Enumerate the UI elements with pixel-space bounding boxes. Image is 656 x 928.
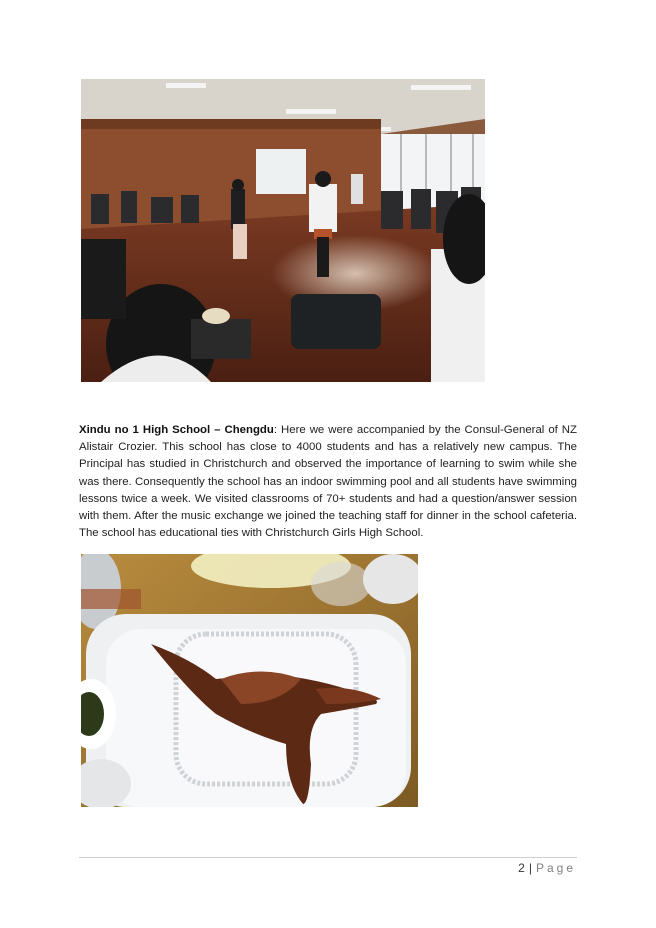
footer-separator: | — [528, 861, 532, 875]
classroom-photo-icon — [81, 79, 485, 382]
classroom-photo — [81, 79, 485, 382]
paragraph-body: : Here we were accompanied by the Consul-General of NZ Alistair Crozier. This school has close to 4000 students and has a relatively new campus. The Principal has studied in Christchurch and observed the importance of learning to swim while she was there. Consequently the school has an indoor swimming pool and all students have swimming lessons twice a week. We visited classrooms of 70+ students and had a question/answer session with them. After the music exchange we joined the teaching staff for dinner in the school cafeteria. The school has educational ties with Christchurch Girls High School. — [79, 424, 577, 540]
page-label: Page — [535, 861, 576, 875]
roast-duck-photo — [81, 554, 418, 807]
page-number: 2 — [518, 861, 525, 875]
roast-duck-photo-icon — [81, 554, 418, 807]
page-footer — [518, 861, 576, 875]
article-paragraph — [79, 422, 577, 542]
footer-divider — [79, 857, 577, 858]
school-name-heading: Xindu no 1 High School – Chengdu — [79, 424, 274, 436]
